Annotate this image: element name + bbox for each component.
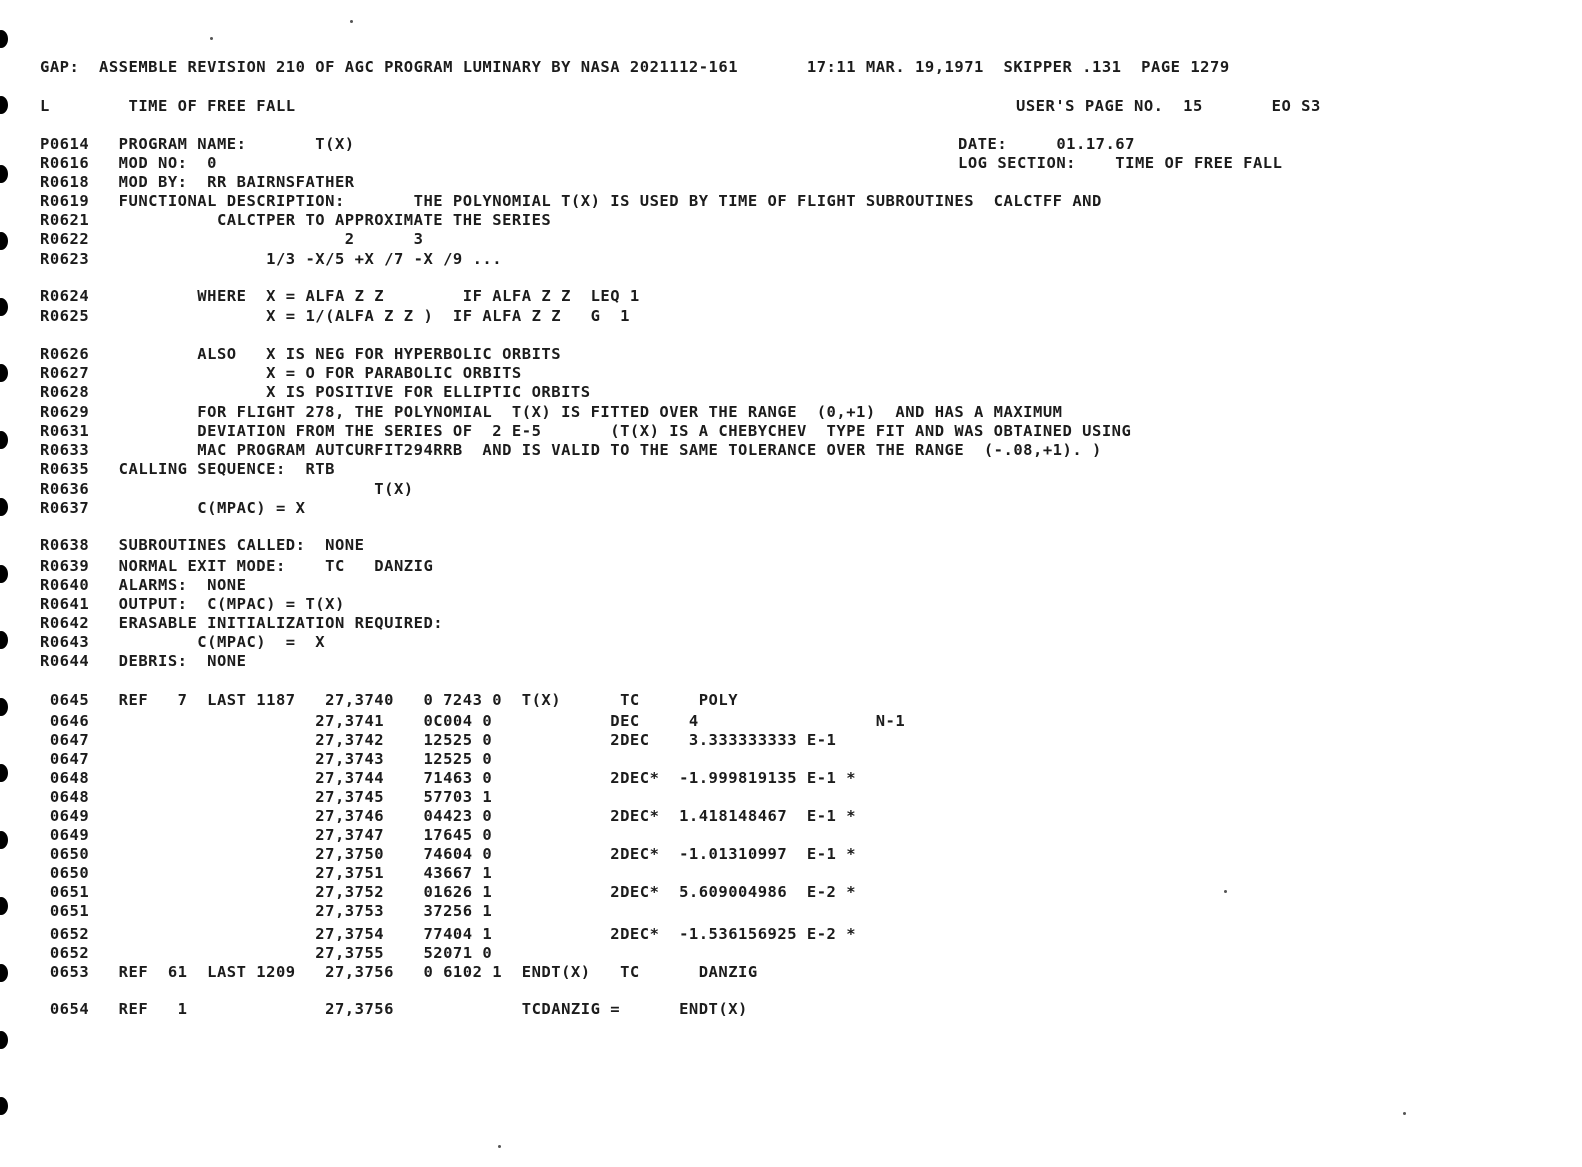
listing-line: 0647 27,3742 12525 0 2DEC 3.333333333 E-1 [40, 731, 837, 749]
paper-speck [1224, 890, 1227, 893]
listing-line: 0651 27,3753 37256 1 [40, 902, 493, 920]
tractor-hole [0, 30, 8, 48]
header-line-1: GAP: ASSEMBLE REVISION 210 OF AGC PROGRAM LUMINARY BY NASA 2021112-161 17:11 MAR. 19,1971 SKIPPER .131 PAGE 1279 [40, 58, 1230, 76]
listing-line: R0641 OUTPUT: C(MPAC) = T(X) [40, 595, 345, 613]
listing-line: 0647 27,3743 12525 0 [40, 750, 493, 768]
listing-line: R0626 ALSO X IS NEG FOR HYPERBOLIC ORBITS [40, 345, 562, 363]
listing-line: R0629 FOR FLIGHT 278, THE POLYNOMIAL T(X) IS FITTED OVER THE RANGE (0,+1) AND HAS A MAXIMUM [40, 403, 1063, 421]
listing-line: R0635 CALLING SEQUENCE: RTB [40, 460, 335, 478]
tractor-hole [0, 764, 8, 782]
listing-line: 0648 27,3744 71463 0 2DEC* -1.999819135 E-1 * [40, 769, 857, 787]
listing-line: 0649 27,3747 17645 0 [40, 826, 493, 844]
listing-line: R0643 C(MPAC) = X [40, 633, 326, 651]
listing-line: 0650 27,3750 74604 0 2DEC* -1.01310997 E-1 * [40, 845, 857, 863]
listing-line: R0638 SUBROUTINES CALLED: NONE [40, 536, 365, 554]
listing-line: R0622 2 3 [40, 230, 424, 248]
tractor-hole [0, 96, 8, 114]
tractor-hole [0, 698, 8, 716]
listing-line: R0624 WHERE X = ALFA Z Z IF ALFA Z Z LEQ 1 [40, 287, 640, 305]
listing-line: R0640 ALARMS: NONE [40, 576, 247, 594]
tractor-hole [0, 964, 8, 982]
listing-line: R0619 FUNCTIONAL DESCRIPTION: THE POLYNOMIAL T(X) IS USED BY TIME OF FLIGHT SUBROUTINES CALCTFF AND [40, 192, 1102, 210]
tractor-hole [0, 631, 8, 649]
paper-speck [210, 37, 213, 40]
listing-line: R0621 CALCTPER TO APPROXIMATE THE SERIES [40, 211, 552, 229]
listing-line: R0623 1/3 -X/5 +X /7 -X /9 ... [40, 250, 503, 268]
listing-line-right: DATE: 01.17.67 [958, 135, 1135, 153]
listing-line: R0631 DEVIATION FROM THE SERIES OF 2 E-5 (T(X) IS A CHEBYCHEV TYPE FIT AND WAS OBTAINED USING [40, 422, 1132, 440]
listing-line: 0652 27,3755 52071 0 [40, 944, 493, 962]
listing-line: 0648 27,3745 57703 1 [40, 788, 493, 806]
tractor-hole [0, 1031, 8, 1049]
listing-line: P0614 PROGRAM NAME: T(X) [40, 135, 355, 153]
listing-line: R0625 X = 1/(ALFA Z Z ) IF ALFA Z Z G 1 [40, 307, 630, 325]
tractor-hole [0, 831, 8, 849]
listing-line: R0633 MAC PROGRAM AUTCURFIT294RRB AND IS VALID TO THE SAME TOLERANCE OVER THE RANGE (-.08,+1). ) [40, 441, 1102, 459]
tractor-hole [0, 298, 8, 316]
listing-line: 0653 REF 61 LAST 1209 27,3756 0 6102 1 ENDT(X) TC DANZIG [40, 963, 758, 981]
paper-speck [1403, 1112, 1406, 1115]
listing-line: 0650 27,3751 43667 1 [40, 864, 493, 882]
tractor-hole [0, 431, 8, 449]
listing-line: 0645 REF 7 LAST 1187 27,3740 0 7243 0 T(X) TC POLY [40, 691, 739, 709]
tractor-hole [0, 232, 8, 250]
tractor-hole [0, 897, 8, 915]
listing-line: R0639 NORMAL EXIT MODE: TC DANZIG [40, 557, 434, 575]
tractor-hole [0, 1097, 8, 1115]
header-line-2-left: L TIME OF FREE FALL [40, 97, 296, 115]
listing-line: 0652 27,3754 77404 1 2DEC* -1.536156925 E-2 * [40, 925, 857, 943]
listing-line: R0636 T(X) [40, 480, 414, 498]
tractor-hole [0, 364, 8, 382]
listing-line-right: LOG SECTION: TIME OF FREE FALL [958, 154, 1283, 172]
listing-line: R0637 C(MPAC) = X [40, 499, 306, 517]
listing-line: R0616 MOD NO: 0 [40, 154, 217, 172]
listing-line: R0644 DEBRIS: NONE [40, 652, 247, 670]
listing-line: 0646 27,3741 0C004 0 DEC 4 N-1 [40, 712, 906, 730]
listing-line: 0651 27,3752 01626 1 2DEC* 5.609004986 E-2 * [40, 883, 857, 901]
listing-line: R0628 X IS POSITIVE FOR ELLIPTIC ORBITS [40, 383, 591, 401]
paper-speck [498, 1145, 501, 1148]
listing-line: 0654 REF 1 27,3756 TCDANZIG = ENDT(X) [40, 1000, 748, 1018]
header-line-2-right: USER'S PAGE NO. 15 EO S3 [1016, 97, 1321, 115]
listing-line: R0618 MOD BY: RR BAIRNSFATHER [40, 173, 355, 191]
tractor-hole [0, 165, 8, 183]
tractor-hole [0, 565, 8, 583]
listing-line: 0649 27,3746 04423 0 2DEC* 1.418148467 E-1 * [40, 807, 857, 825]
tractor-hole [0, 498, 8, 516]
listing-line: R0642 ERASABLE INITIALIZATION REQUIRED: [40, 614, 444, 632]
listing-line: R0627 X = O FOR PARABOLIC ORBITS [40, 364, 522, 382]
paper-speck [350, 20, 353, 23]
